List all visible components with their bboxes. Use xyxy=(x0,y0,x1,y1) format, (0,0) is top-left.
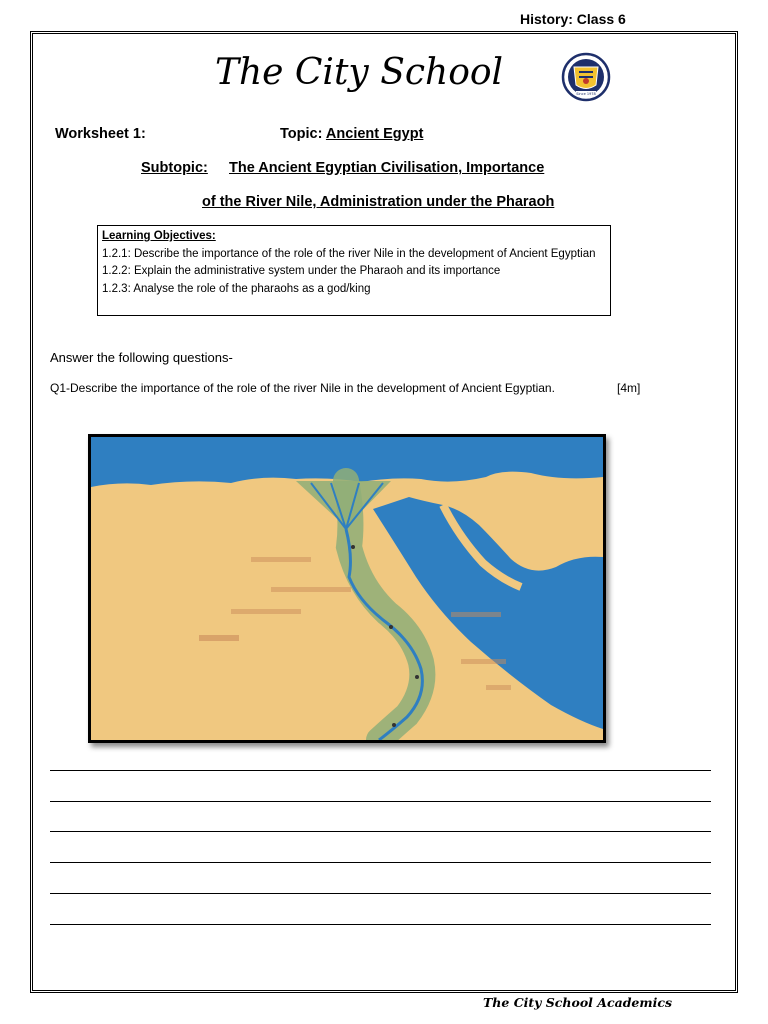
answer-line[interactable] xyxy=(50,831,711,832)
subject-class-label: History: Class 6 xyxy=(520,11,626,27)
subtopic-line-1: The Ancient Egyptian Civilisation, Importance xyxy=(229,160,545,176)
answer-line[interactable] xyxy=(50,801,711,802)
objectives-heading: Learning Objectives: xyxy=(102,230,216,242)
topic-label: Topic: xyxy=(280,126,323,142)
answer-line[interactable] xyxy=(50,770,711,771)
topic-row xyxy=(280,126,423,142)
topic-value: Ancient Egypt xyxy=(325,126,424,142)
objective-item: 1.2.2: Explain the administrative system under the Pharaoh and its importance xyxy=(102,265,501,277)
learning-objectives-box xyxy=(97,225,611,316)
question-1-marks: [4m] xyxy=(617,381,641,395)
instruction-text: Answer the following questions- xyxy=(50,350,233,365)
footer-text: The City School Academics xyxy=(483,995,673,1010)
school-title: The City School xyxy=(214,52,504,93)
answer-line[interactable] xyxy=(50,893,711,894)
crest-founded-text: Since 1978 xyxy=(576,92,596,96)
worksheet-label: Worksheet 1: xyxy=(55,126,146,142)
question-1-text: Q1-Describe the importance of the role of the river Nile in the development of Ancient Egyptian. xyxy=(50,381,555,395)
nile-map-image xyxy=(88,434,606,743)
subtopic-label: Subtopic: xyxy=(141,160,208,176)
answer-line[interactable] xyxy=(50,924,711,925)
school-crest-logo xyxy=(561,52,611,102)
objective-item: 1.2.3: Analyse the role of the pharaohs as a god/king xyxy=(102,282,371,295)
answer-line[interactable] xyxy=(50,862,711,863)
objective-item: 1.2.1: Describe the importance of the role of the river Nile in the development of Ancient Egyptian xyxy=(102,247,596,260)
subtopic-line-2: of the River Nile, Administration under the Pharaoh xyxy=(202,194,555,210)
nile-map-illustration xyxy=(91,437,603,740)
